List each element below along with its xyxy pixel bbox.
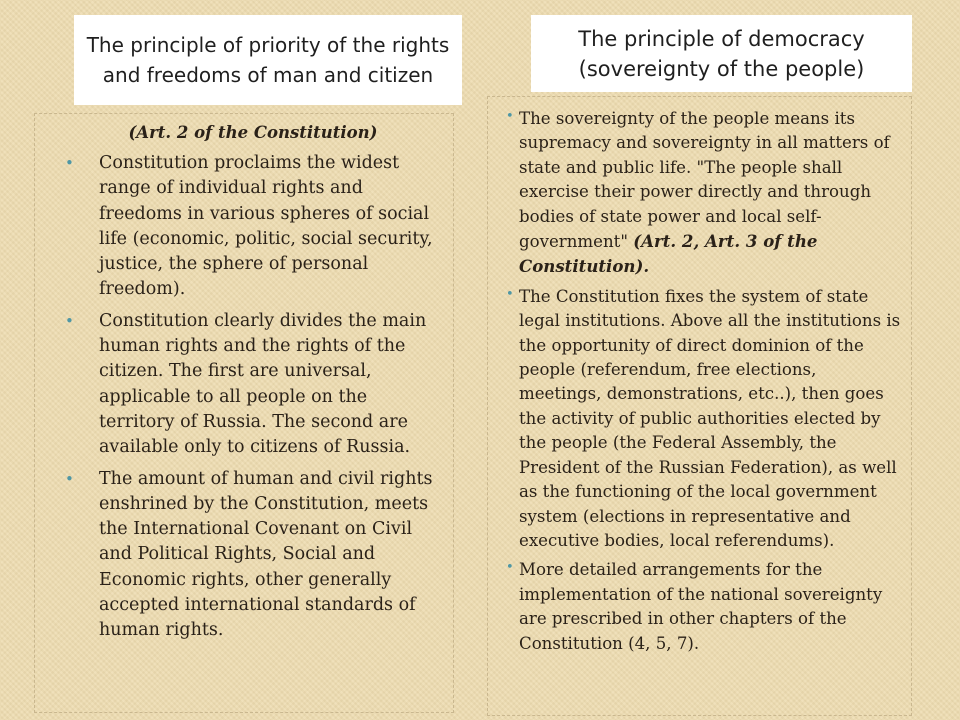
left-column-title-text: The principle of priority of the rights and freedoms of man and citizen <box>86 33 450 87</box>
bullet-icon: • <box>65 154 74 172</box>
list-item-text: The sovereignty of the people means its supremacy and sovereignty in all matters of state and public life. "The people shall exercise their power directly and through bodies of state power and local self-government" <box>519 109 890 252</box>
constitution-reference: (Art. 2, Art. 3 of the Constitution). <box>519 231 818 277</box>
right-column-body <box>487 96 912 716</box>
list-item <box>65 467 441 644</box>
right-column-title-text: The principle of democracy (sovereignty of the people) <box>578 26 865 81</box>
left-column-body <box>34 113 454 713</box>
bullet-icon: • <box>506 109 514 124</box>
list-item-text: Constitution proclaims the widest range of individual rights and freedoms in various spheres of social life (economic, politic, social security, justice, the sphere of personal freedom). <box>99 153 433 300</box>
list-item-text: More detailed arrangements for the implementation of the national sovereignty are prescribed in other chapters of the Constitution (4, 5, 7). <box>519 560 883 653</box>
list-item <box>506 107 903 280</box>
list-item-text: The amount of human and civil rights enshrined by the Constitution, meets the International Covenant on Civil and Political Rights, Social and Economic rights, other generally accepted international standards of human rights. <box>99 468 433 641</box>
list-item <box>506 285 903 553</box>
bullet-icon: • <box>506 560 514 576</box>
left-bullet-list <box>65 151 441 644</box>
list-item-text: Constitution clearly divides the main human rights and the rights of the citizen. The first are universal, applicable to all people on the territory of Russia. The second are available only to citizens of Russia. <box>99 310 427 458</box>
left-column-title <box>74 15 462 105</box>
bullet-icon: • <box>65 311 74 330</box>
right-bullet-list <box>506 107 903 656</box>
bullet-icon: • <box>506 286 514 302</box>
left-column-subtitle: (Art. 2 of the Constitution) <box>128 123 378 142</box>
list-item <box>65 151 441 303</box>
bullet-icon: • <box>65 469 74 488</box>
list-item <box>506 558 903 656</box>
list-item-text: The Constitution fixes the system of state legal institutions. Above all the institutions is the opportunity of direct dominion of the people (referendum, free elections, meetings, demonstrations, etc..), then goes the activity of public authorities elected by the people (the Federal Assembly, the President of the Russian Federation), as well as the functioning of the local government system (elections in representative and executive bodies, local referendums). <box>519 286 901 550</box>
list-item <box>65 309 441 461</box>
right-column-title <box>531 15 912 92</box>
